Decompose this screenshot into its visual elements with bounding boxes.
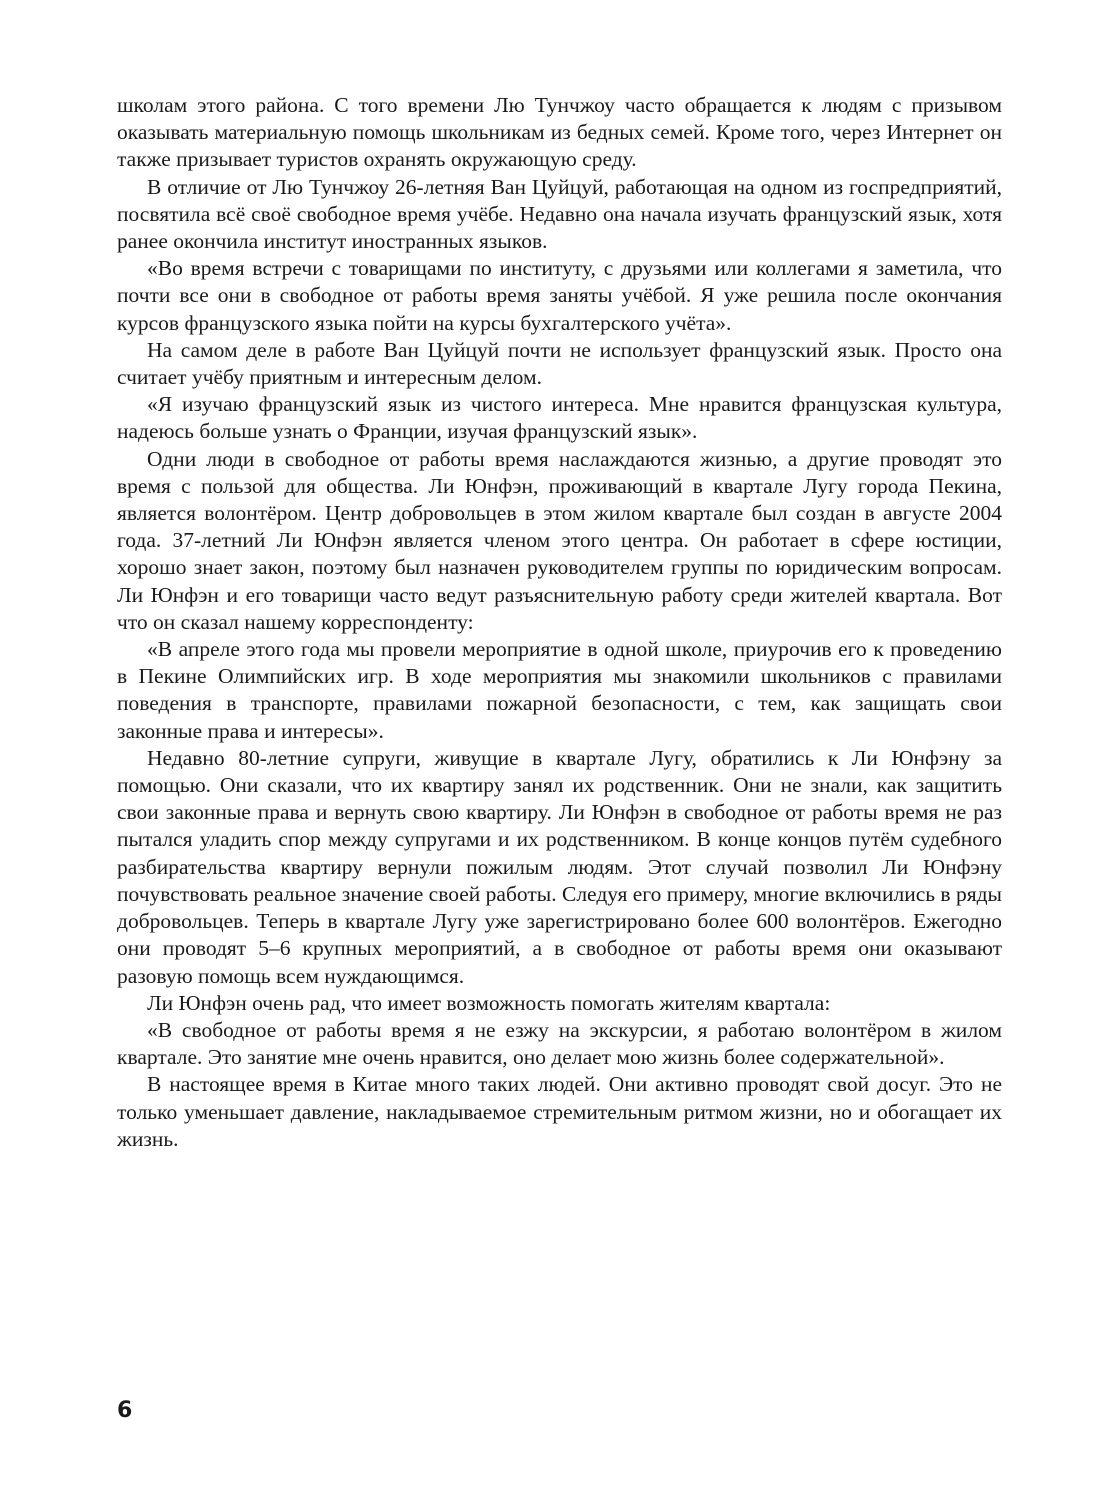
paragraph: «Во время встречи с товарищами по институту, с друзьями или коллегами я заметила, что почти все они в свободное от работы время заняты учёбой. Я уже решила после окончания курсов французского языка пойти на курсы бухгалтерского учёта».	[117, 256, 1002, 335]
body-text	[117, 92, 1002, 1153]
paragraph: На самом деле в работе Ван Цуйцуй почти не использует французский язык. Просто она считает учёбу приятным и интересным делом.	[117, 337, 1002, 390]
paragraph: «В свободное от работы время я не езжу на экскурсии, я работаю волонтёром в жилом квартале. Это занятие мне очень нравится, оно делает мою жизнь более содержательной».	[117, 1017, 1002, 1070]
paragraph: В настоящее время в Китае много таких людей. Они активно проводят свой досуг. Это не только уменьшает давление, накладываемое стремительным ритмом жизни, но и обогащает их жизнь.	[117, 1072, 1002, 1151]
paragraph: «Я изучаю французский язык из чистого интереса. Мне нравится французская культура, надеюсь больше узнать о Франции, изучая французский язык».	[117, 392, 1002, 444]
paragraph: Ли Юнфэн очень рад, что имеет возможность помогать жителям квартала:	[147, 990, 831, 1015]
paragraph: Недавно 80-летние супруги, живущие в квартале Лугу, обратились к Ли Юнфэну за помощью. Они сказали, что их квартиру занял их родственник. Они не знали, как защитить свои законные права и вернуть свою квартиру. Ли Юнфэн в свободное от работы время не раз пытался уладить спор между супругами и их родственником. В конце концов путём судебного разбирательства квартиру вернули пожилым людям. Этот случай позволил Ли Юнфэну почувствовать реальное значение своей работы. Следуя его примеру, многие включились в ряды добровольцев. Теперь в квартале Лугу уже зарегистрировано более 600 волонтёров. Ежегодно они проводят 5–6 крупных мероприятий, а в свободное от работы время они оказывают разовую помощь всем нуждающимся.	[117, 745, 1002, 988]
paragraph: В отличие от Лю Тунчжоу 26-летняя Ван Цуйцуй, работающая на одном из госпредприятий, посвятила всё своё свободное время учёбе. Недавно она начала изучать французский язык, хотя ранее окончила институт иностранных языков.	[117, 174, 1002, 254]
page-number: 6	[117, 1398, 133, 1423]
paragraph: школам этого района. С того времени Лю Тунчжоу часто обращается к людям с призывом оказывать материальную помощь школьникам из бедных семей. Кроме того, через Интернет он также призывает туристов охранять окружающую среду.	[117, 93, 1002, 172]
paragraph: Одни люди в свободное от работы время наслаждаются жизнью, а другие проводят это время с пользой для общества. Ли Юнфэн, проживающий в квартале Лугу города Пекина, является волонтёром. Центр добровольцев в этом жилом квартале был создан в августе 2004 года. 37-летний Ли Юнфэн является членом этого центра. Он работает в сфере юстиции, хорошо знает закон, поэтому был назначен руководителем группы по юридическим вопросам. Ли Юнфэн и его товарищи часто ведут разъяснительную работу среди жителей квартала. Вот что он сказал нашему корреспонденту:	[117, 446, 1002, 634]
paragraph: «В апреле этого года мы провели мероприятие в одной школе, приурочив его к проведению в Пекине Олимпийских игр. В ходе мероприятия мы знакомили школьников с правилами поведения в транспорте, правилами пожарной безопасности, с тем, как защищать свои законные права и интересы».	[117, 637, 1002, 743]
